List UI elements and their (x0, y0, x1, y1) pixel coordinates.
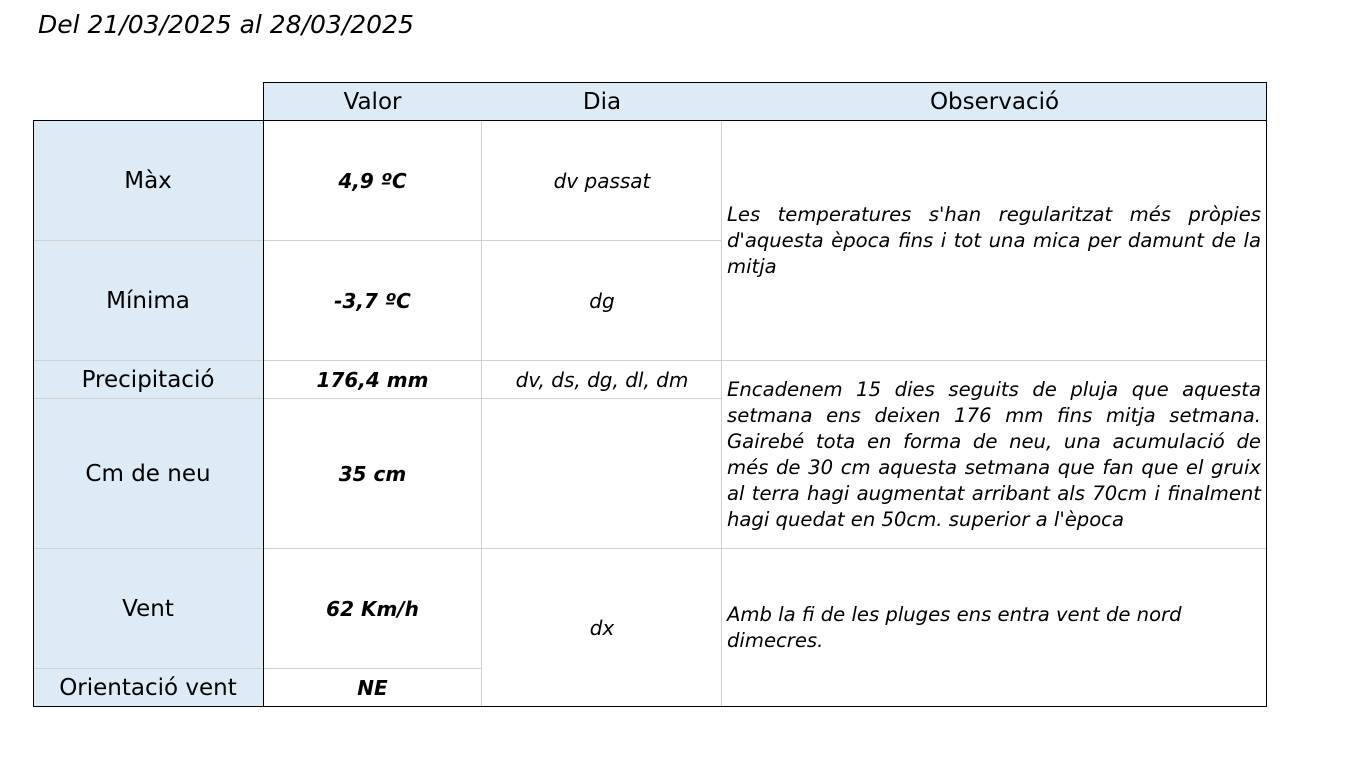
day-neu (482, 399, 722, 549)
header-observacio-label: Observació (929, 88, 1060, 115)
value-vent (263, 549, 482, 669)
label-vent (33, 549, 263, 669)
table-border (263, 82, 264, 707)
label-neu-text: Cm de neu (85, 461, 211, 487)
observation-vent (722, 549, 1267, 707)
table-border (33, 120, 1267, 121)
label-minima (33, 241, 263, 361)
table-border (33, 706, 1267, 707)
header-valor-label: Valor (343, 88, 402, 115)
table-border (1266, 82, 1267, 707)
grid-line (33, 360, 1267, 361)
table-border (263, 82, 1267, 83)
observation-temperatures-text: Les temperatures s'han regularitzat més pròpies d'aquesta època fins i tot una mica per damunt de la mitja (727, 203, 1261, 278)
label-max (33, 121, 263, 241)
observation-vent-text: Amb la fi de les pluges ens entra vent de nord dimecres. (727, 603, 1182, 652)
value-vent-text: 62 Km/h (326, 597, 419, 621)
grid-line (721, 121, 722, 707)
value-max (263, 121, 482, 241)
label-precipitacio (33, 361, 263, 399)
label-orientacio-text: Orientació vent (59, 675, 237, 701)
grid-line (481, 121, 482, 707)
label-minima-text: Mínima (106, 288, 190, 314)
report-title: Del 21/03/2025 al 28/03/2025 (38, 10, 414, 39)
value-minima (263, 241, 482, 361)
grid-line (33, 240, 722, 241)
value-orientacio (263, 669, 482, 707)
day-vent (482, 549, 722, 707)
day-max-text: dv passat (553, 169, 651, 193)
observation-precipitacio (722, 361, 1267, 549)
day-precipitacio (482, 361, 722, 399)
table-border (33, 120, 34, 707)
value-neu-text: 35 cm (338, 462, 407, 486)
header-dia (482, 82, 722, 121)
day-vent-text: dx (589, 616, 615, 640)
grid-line (33, 668, 482, 669)
day-minima (482, 241, 722, 361)
header-observacio (722, 82, 1267, 121)
label-orientacio (33, 669, 263, 707)
header-valor (263, 82, 482, 121)
value-minima-text: -3,7 ºC (334, 289, 411, 313)
observation-precipitacio-text: Encadenem 15 dies seguits de pluja que aquesta setmana ens deixen 176 mm fins mitja setmana. Gairebé tota en forma de neu, una acumulació de més de 30 cm aquesta setmana que fan que el gruix al terra hagi augmentat arribant als 70cm i finalment hagi quedat en 50cm. superior a l'època (727, 378, 1261, 531)
value-neu (263, 399, 482, 549)
grid-line (33, 548, 1267, 549)
value-max-text: 4,9 ºC (338, 169, 407, 193)
day-precipitacio-text: dv, ds, dg, dl, dm (515, 368, 689, 392)
header-dia-label: Dia (582, 88, 622, 115)
label-neu (33, 399, 263, 549)
label-vent-text: Vent (122, 596, 174, 622)
label-precipitacio-text: Precipitació (81, 367, 215, 393)
grid-line (33, 398, 722, 399)
day-max (482, 121, 722, 241)
value-precipitacio-text: 176,4 mm (316, 368, 429, 392)
value-orientacio-text: NE (357, 676, 388, 700)
observation-temperatures (722, 121, 1267, 361)
label-max-text: Màx (124, 168, 172, 194)
value-precipitacio (263, 361, 482, 399)
day-minima-text: dg (589, 289, 615, 313)
